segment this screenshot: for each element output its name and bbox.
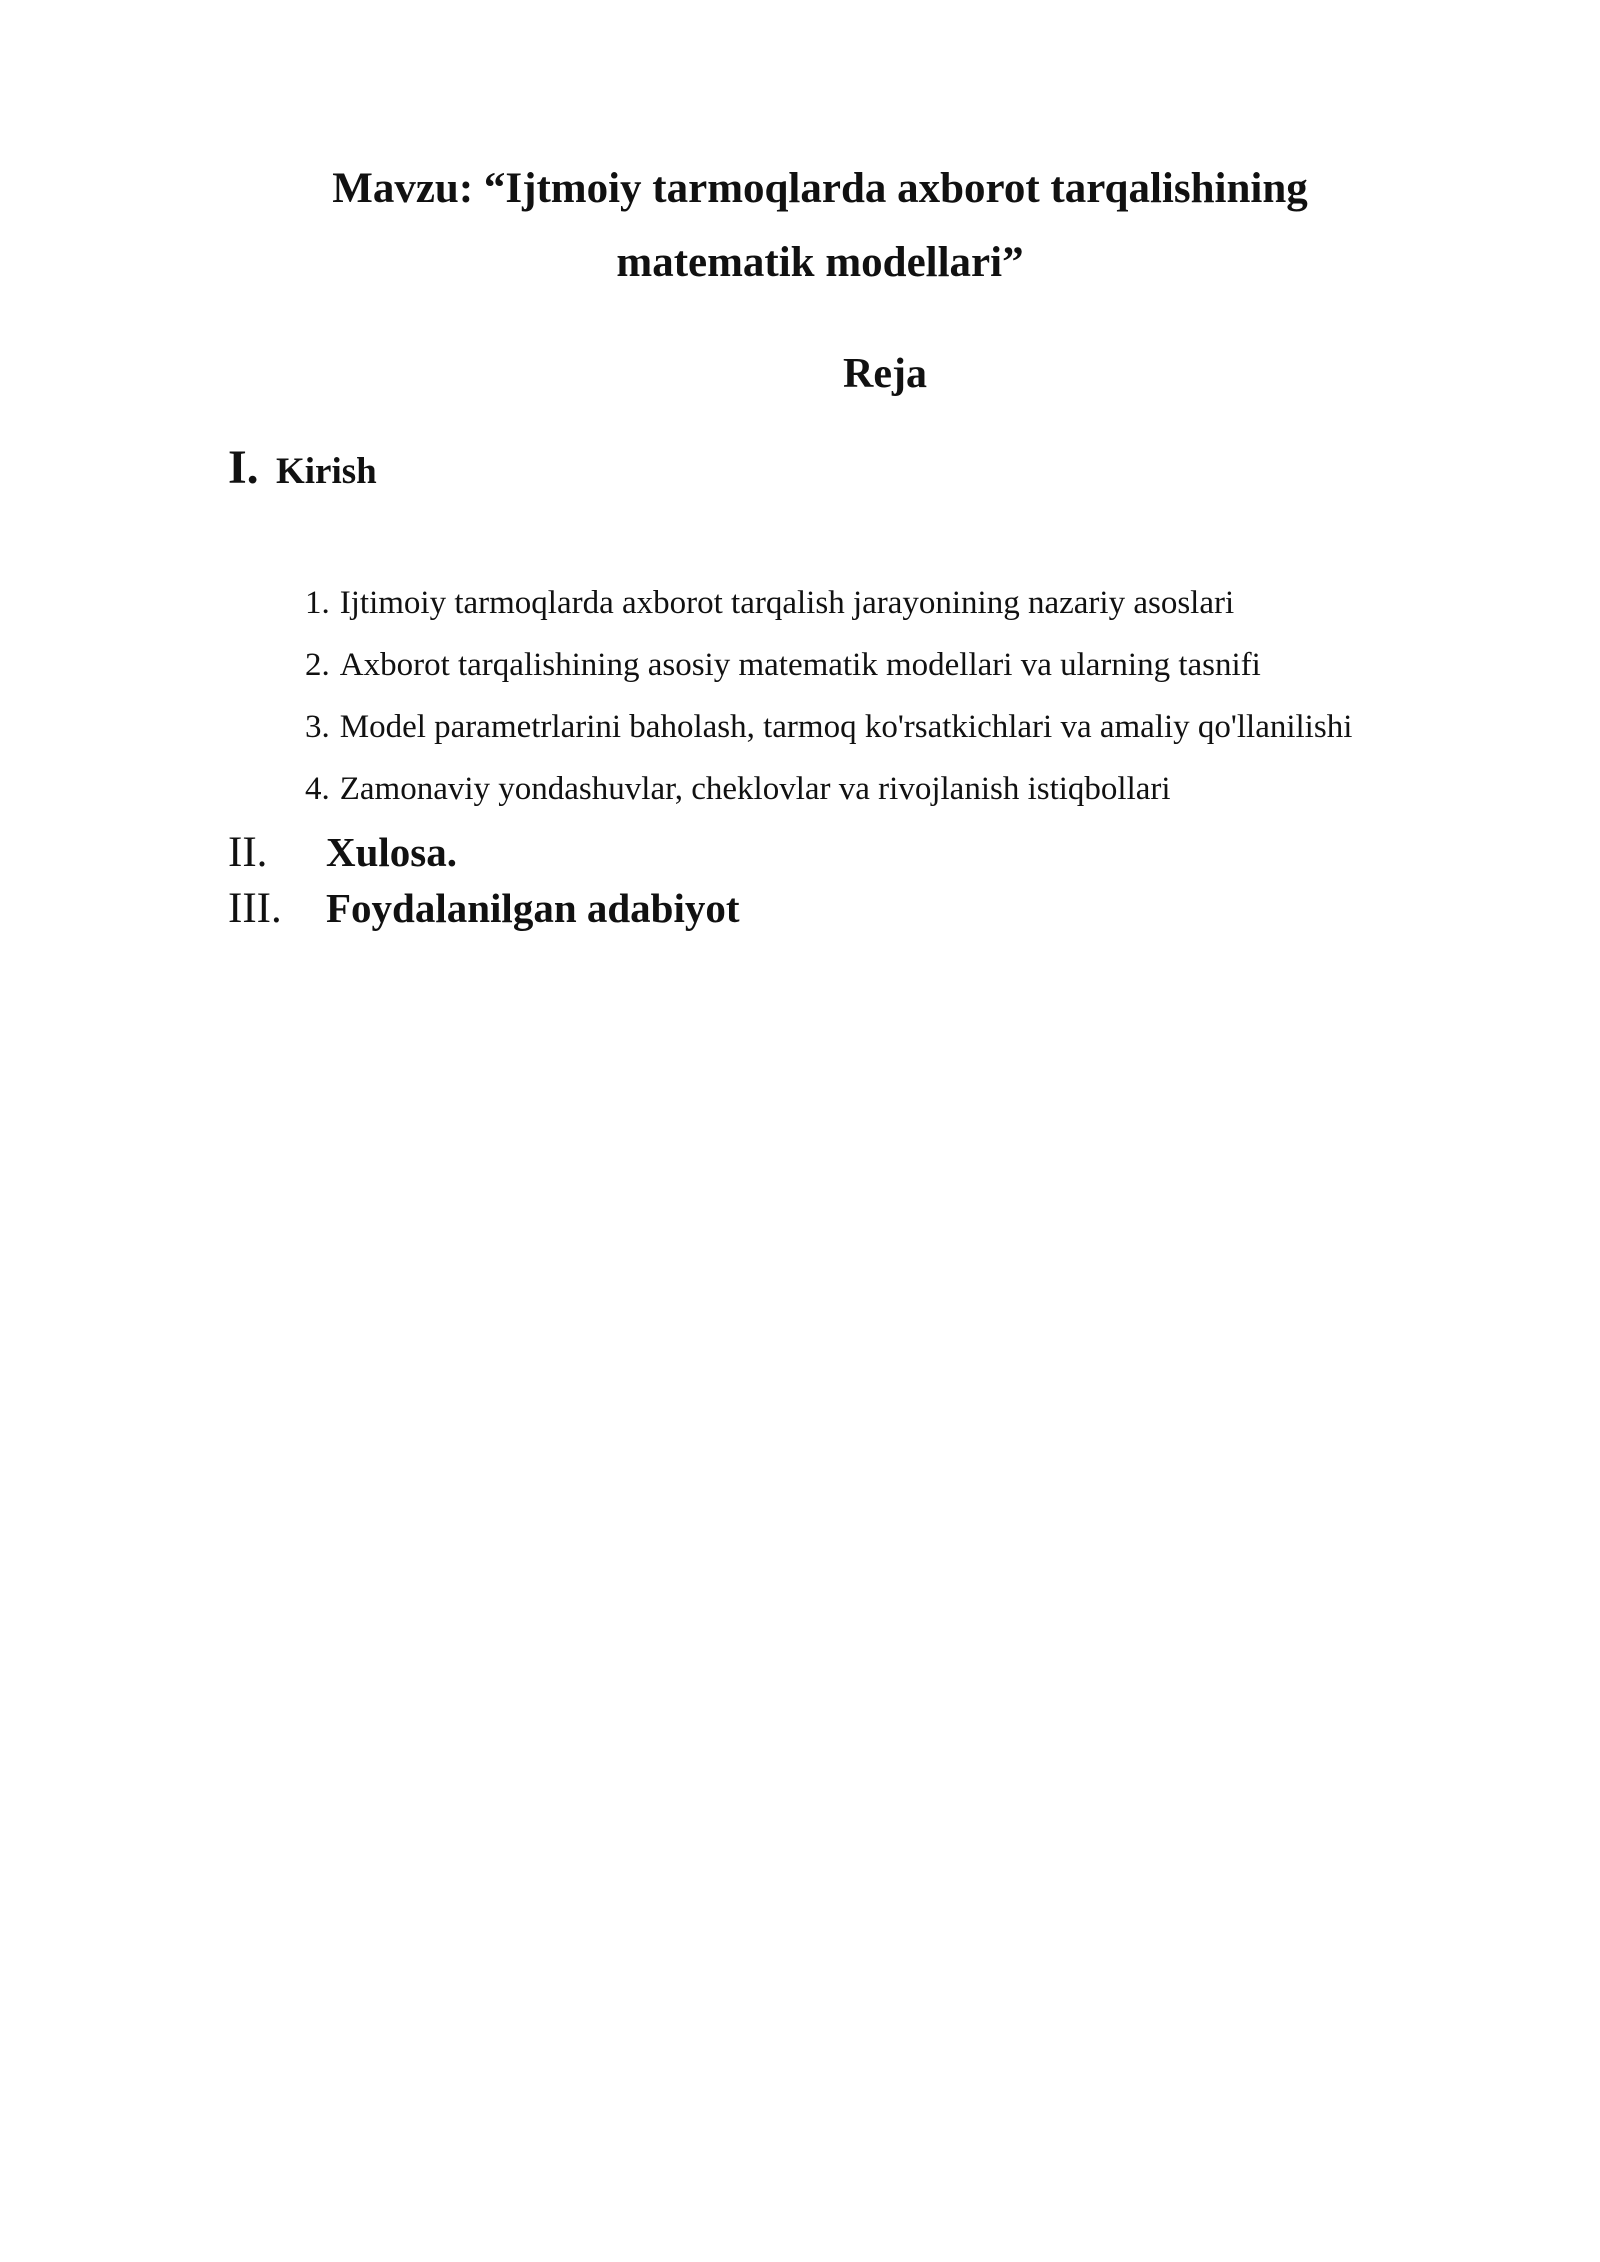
plan-item-list (305, 572, 1352, 820)
list-item (305, 758, 1352, 820)
item-text: Ijtimoiy tarmoqlarda axborot tarqalish jarayonining nazariy asoslari (339, 585, 1235, 621)
plan-heading: Reja (843, 351, 927, 397)
section-references (228, 884, 740, 933)
section-introduction (228, 440, 377, 495)
item-number: 4. (305, 771, 330, 807)
section-numeral: III. (228, 885, 282, 932)
section-label: Kirish (276, 451, 377, 492)
document-title (230, 152, 1410, 300)
title-line-2: matematik modellari” (616, 239, 1024, 286)
list-item (305, 572, 1352, 634)
item-number: 1. (305, 585, 330, 621)
section-numeral: I. (228, 441, 259, 494)
item-text: Zamonaviy yondashuvlar, cheklovlar va rivojlanish istiqbollari (339, 771, 1171, 807)
section-conclusion (228, 828, 457, 877)
item-number: 3. (305, 709, 330, 745)
item-number: 2. (305, 647, 330, 683)
title-line-1: Mavzu: “Ijtmoiy tarmoqlarda axborot tarqalishining (332, 165, 1308, 212)
section-numeral: II. (228, 829, 268, 876)
list-item (305, 696, 1352, 758)
item-text: Model parametrlarini baholash, tarmoq ko'rsatkichlari va amaliy qo'llanilishi (339, 709, 1353, 745)
section-label: Xulosa. (326, 829, 458, 875)
list-item (305, 634, 1352, 696)
item-text: Axborot tarqalishining asosiy matematik modellari va ularning tasnifi (339, 647, 1261, 683)
section-label: Foydalanilgan adabiyot (326, 885, 740, 931)
